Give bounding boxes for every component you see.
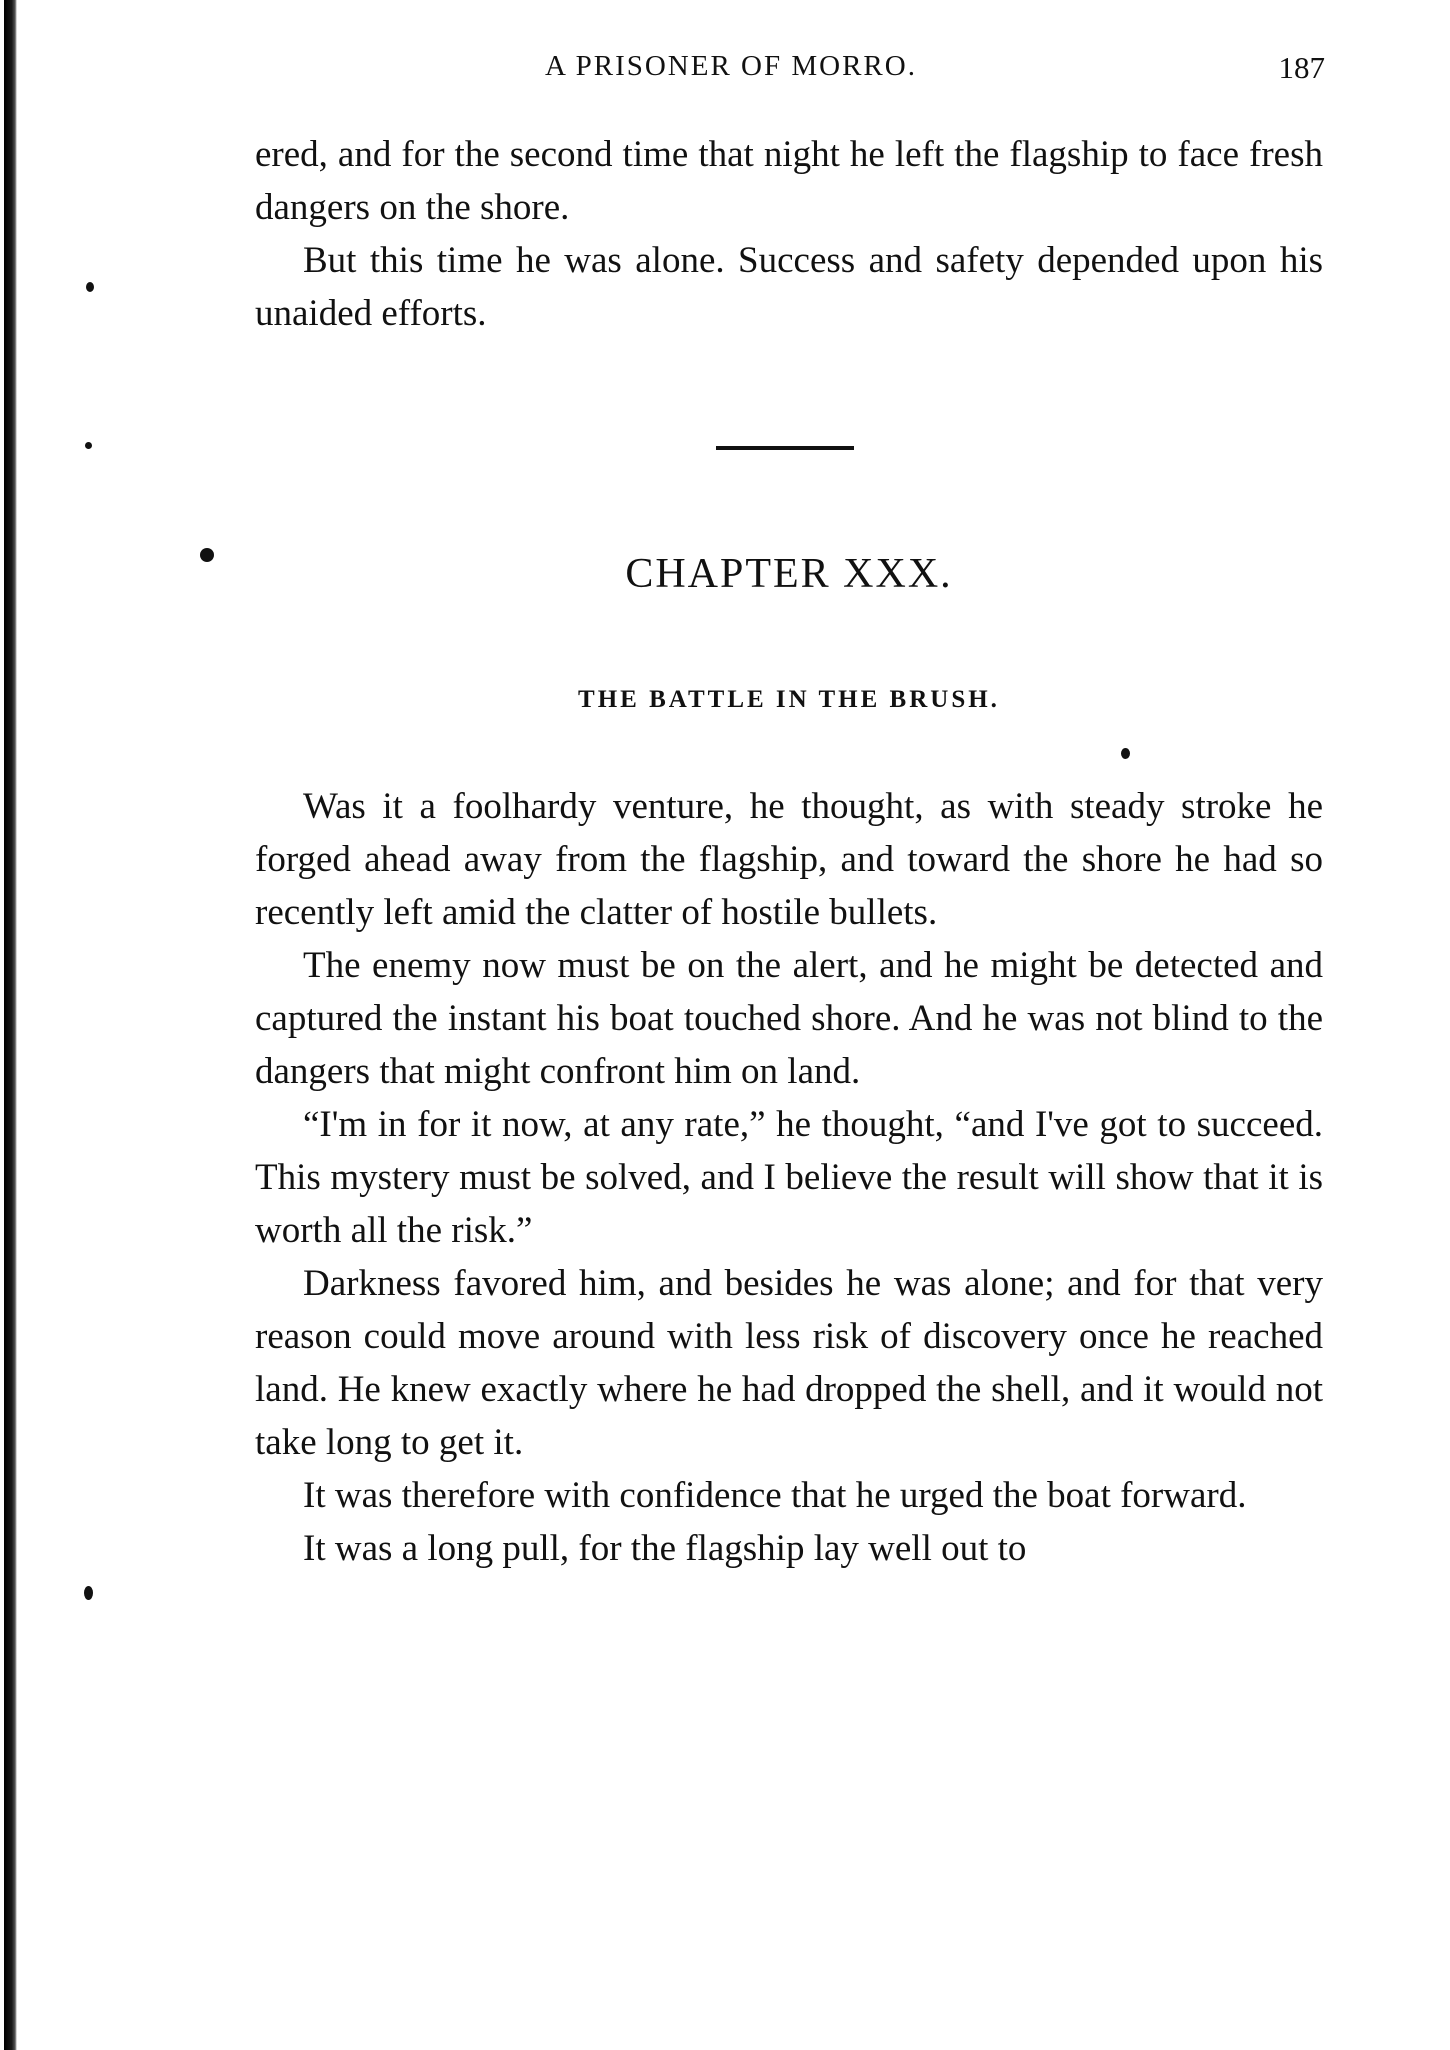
paragraph: It was therefore with confidence that he urged the boat forward. [303, 1475, 1247, 1516]
chapter-body-text [255, 780, 1323, 1575]
paragraph: Was it a foolhardy venture, he thought, as with steady stroke he forged ahead away from the flagship, and toward the shore he had so recently left amid the clatter of hostile bullets. [255, 786, 1323, 933]
paragraph: It was a long pull, for the flagship lay well out to [303, 1528, 1027, 1569]
paragraph: Darkness favored him, and besides he was alone; and for that very reason could move around with less risk of discovery once he reached land. He knew exactly where he had dropped the shell, and it would not take long to get it. [255, 1263, 1323, 1463]
page-number: 187 [1278, 50, 1325, 85]
chapter-heading: CHAPTER XXX. [625, 551, 953, 597]
binding-edge [4, 0, 17, 2050]
scan-speck [86, 282, 94, 292]
scan-speck [84, 1586, 93, 1600]
paragraph: But this time he was alone. Success and safety depended upon his unaided efforts. [255, 240, 1323, 334]
section-divider-rule [716, 446, 854, 450]
scan-speck [1121, 748, 1130, 759]
paragraph: “I'm in for it now, at any rate,” he thought, “and I've got to succeed. This mystery must be solved, and I believe the result will show that it is worth all the risk.” [255, 1104, 1323, 1251]
running-head [255, 50, 1325, 100]
top-text-block [255, 128, 1323, 340]
chapter-subtitle: THE BATTLE IN THE BRUSH. [578, 686, 1000, 713]
scan-speck [85, 442, 92, 449]
paragraph: ered, and for the second time that night he left the flagship to face fresh dangers on the shore. [255, 134, 1323, 228]
running-title: A PRISONER OF MORRO. [545, 50, 917, 82]
paragraph: The enemy now must be on the alert, and he might be detected and captured the instant his boat touched shore. And he was not blind to the dangers that might confront him on land. [255, 945, 1323, 1092]
scan-speck [200, 548, 214, 562]
